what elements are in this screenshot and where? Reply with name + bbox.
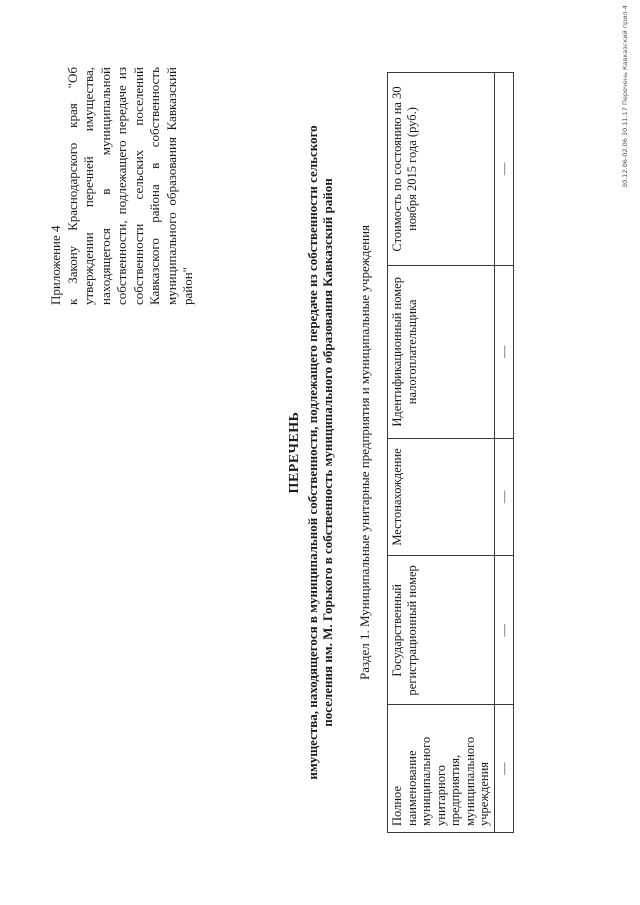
header-taxpayer-id: Идентификационный номер налогоплательщика (388, 265, 495, 438)
cell-location: — (494, 438, 514, 556)
cell-value: — (494, 73, 514, 266)
property-table (387, 72, 514, 833)
table-row (494, 73, 514, 833)
file-stamp: 30.12.06-02.06 30.11.17 Перечень Кавказский прил-4 (621, 5, 629, 189)
title-line-3: поселения им. М. Горького в собственность муниципального образования Кавказский район (320, 178, 335, 727)
title-main: ПЕРЕЧЕНЬ (287, 411, 302, 494)
table-header-row (388, 73, 495, 833)
header-full-name: Полное наименование муниципального унитарного предприятия, муниципального учреждения (388, 705, 495, 833)
cell-full-name: — (494, 705, 514, 833)
appendix-text: к Закону Краснодарского края "Об утверждении перечней имущества, находящегося в муниципальной собственности, подлежащего передаче из собственности сельских поселений Кавказского района в собственность муниципального образования Кавказский район" (64, 67, 195, 305)
header-value: Стоимость по состоянию на 30 ноября 2015 года (руб.) (388, 73, 495, 266)
document-title (287, 60, 336, 845)
header-location: Местонахождение (388, 438, 495, 556)
header-registration-number: Государственный регистрационный номер (388, 556, 495, 705)
appendix-block (48, 67, 197, 305)
cell-taxpayer-id: — (494, 265, 514, 438)
section-heading: Раздел 1. Муниципальные унитарные предприятия и муниципальные учреждения (357, 224, 372, 681)
cell-registration-number: — (494, 556, 514, 705)
appendix-number: Приложение 4 (48, 225, 63, 305)
title-line-2: имущества, находящегося в муниципальной собственности, подлежащего передаче из собственности сельского (304, 125, 320, 780)
